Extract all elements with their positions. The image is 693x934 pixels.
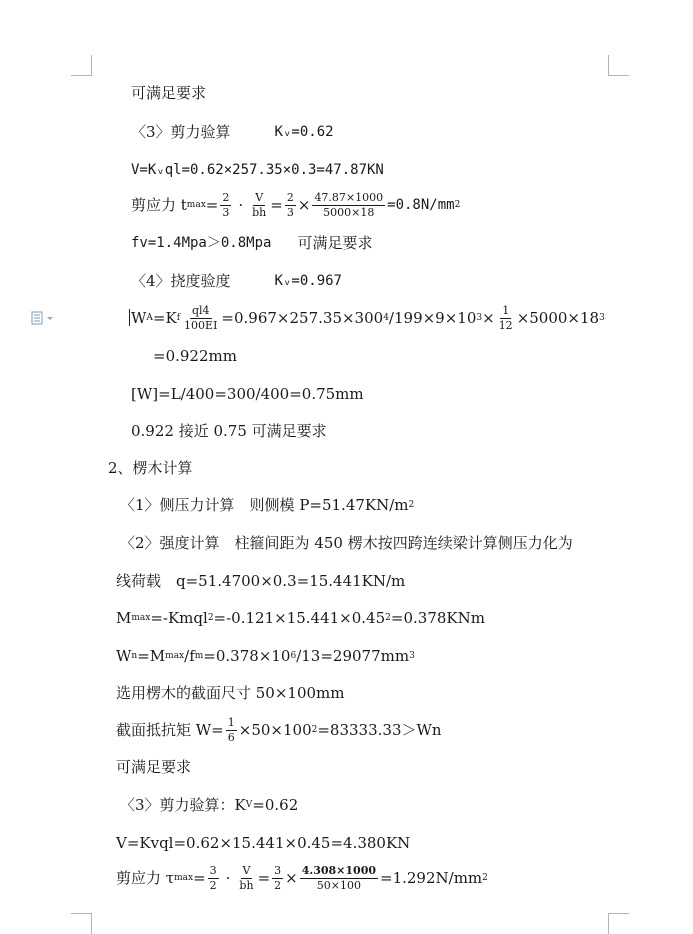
text-line bbox=[131, 83, 206, 103]
text: =0.378×10 bbox=[203, 647, 291, 665]
fraction bbox=[312, 191, 385, 220]
text: 可满足要求 bbox=[131, 84, 207, 102]
text: × bbox=[285, 869, 298, 887]
fraction bbox=[226, 716, 237, 745]
page-corner-bottom-left bbox=[71, 913, 92, 934]
text: 〈3〉剪力验算：K bbox=[120, 796, 246, 814]
text: 线荷载 q=51.4700×0.3=15.441KN/m bbox=[116, 572, 406, 590]
formula-line: 剪应力 τ max = $\frac{3}{2}$ · $\frac{V}{bh}$ = $\frac{3}{2}$ × $\frac{4.308\times 1000}{50\times 100}$ =1.292N/mm 2 bbox=[116, 863, 488, 892]
denominator: 100EI bbox=[184, 318, 218, 332]
text: 选用楞木的截面尺寸 50×100mm bbox=[116, 684, 345, 702]
numerator: ql4 bbox=[191, 303, 210, 317]
page-corner-top-left bbox=[71, 55, 92, 76]
text-line bbox=[120, 533, 573, 553]
denominator: 50×100 bbox=[316, 878, 361, 892]
text: =0.62 bbox=[252, 796, 299, 814]
formula-line: 剪应力 t max = $\frac{2}{3}$ · $\frac{V}{bh}$ = $\frac{2}{3}$ × $\frac{47.87\times 1000}{5000\times 18}$ =0.8N/mm 2 bbox=[131, 190, 461, 219]
text-cursor bbox=[129, 309, 130, 326]
text: W bbox=[116, 647, 132, 665]
fraction bbox=[300, 864, 378, 893]
text: 0.922 接近 0.75 可满足要求 bbox=[131, 422, 327, 440]
numerator: 3 bbox=[274, 863, 282, 877]
text: =0.922mm bbox=[153, 347, 237, 365]
text: 〈4〉挠度验度 bbox=[131, 272, 231, 290]
numerator: 1 bbox=[502, 303, 510, 317]
section-heading bbox=[108, 458, 193, 478]
text: =1.292N/mm bbox=[380, 869, 483, 887]
text: 可满足要求 bbox=[297, 234, 373, 252]
text: /13=29077mm bbox=[296, 647, 410, 665]
text-line bbox=[131, 421, 327, 441]
text-line bbox=[131, 160, 384, 180]
text: V=Kvql=0.62×15.441×0.45=4.380KN bbox=[116, 834, 411, 852]
text: ×50×100 bbox=[238, 721, 312, 739]
numerator: 1 bbox=[227, 715, 235, 729]
text: W bbox=[131, 309, 147, 327]
fraction bbox=[285, 191, 296, 220]
denominator: 5000×18 bbox=[323, 205, 375, 219]
text: 剪应力 t bbox=[131, 196, 187, 214]
fraction bbox=[182, 304, 219, 333]
numerator: 2 bbox=[286, 190, 294, 204]
text-line: 〈1〉侧压力计算 则侧模 P=51.47KN/m 2 bbox=[120, 496, 415, 514]
numerator: V bbox=[242, 863, 251, 877]
text-line bbox=[116, 757, 191, 777]
text: =0.8N/mm bbox=[387, 197, 455, 213]
numerator: 4.308×1000 bbox=[301, 863, 376, 877]
fraction bbox=[497, 304, 515, 333]
text: 〈1〉侧压力计算 则侧模 P=51.47KN/m bbox=[120, 496, 409, 514]
text: =83333.33＞Wn bbox=[317, 721, 442, 739]
text: × bbox=[482, 309, 495, 327]
text: 〈2〉强度计算 柱箍间距为 450 楞木按四跨连续梁计算侧压力化为 bbox=[120, 534, 573, 552]
text: 截面抵抗矩 W= bbox=[116, 721, 224, 739]
numerator: 47.87×1000 bbox=[314, 190, 384, 204]
denominator: 3 bbox=[222, 205, 230, 219]
text: =0.967×257.35×300 bbox=[221, 309, 384, 327]
text-line bbox=[116, 571, 405, 591]
paragraph-options-icon[interactable] bbox=[30, 311, 60, 325]
denominator: 2 bbox=[209, 878, 217, 892]
text-line: 〈3〉剪力验算：K V =0.62 bbox=[120, 796, 299, 814]
text: 2、楞木计算 bbox=[108, 459, 193, 477]
numerator: 2 bbox=[222, 190, 230, 204]
text: =0.378KNm bbox=[390, 609, 485, 627]
text: 〈3〉剪力验算 bbox=[131, 123, 231, 141]
formula-line: 截面抵抗矩 W= $\frac{1}{6}$ ×50×100 2 =83333.33＞Wn bbox=[116, 715, 442, 744]
denominator: bh bbox=[239, 878, 254, 892]
denominator: 12 bbox=[498, 318, 513, 332]
text: Kᵥ=0.967 bbox=[274, 273, 342, 289]
text: 可满足要求 bbox=[116, 758, 192, 776]
formula-line: W A =K f $\frac{ql4}{100EI}$ =0.967×257.35×300 4 /199×9×10 3 × $\frac{1}{12}$ ×5000×18 3 bbox=[131, 303, 605, 332]
denominator: 6 bbox=[227, 730, 235, 744]
text: =-Kmql bbox=[150, 609, 208, 627]
text: = bbox=[205, 196, 219, 214]
text: ×5000×18 bbox=[516, 309, 600, 327]
numerator: 3 bbox=[209, 863, 217, 877]
text: 剪应力 τ bbox=[116, 869, 175, 887]
text: fv=1.4Mpa＞0.8Mpa bbox=[131, 235, 272, 251]
fraction bbox=[208, 864, 219, 893]
denominator: 3 bbox=[286, 205, 294, 219]
text: =-0.121×15.441×0.45 bbox=[213, 609, 386, 627]
text: = bbox=[270, 196, 283, 214]
text-line bbox=[116, 833, 410, 853]
text: /f bbox=[184, 647, 195, 665]
text: = bbox=[257, 869, 271, 887]
fraction bbox=[250, 191, 268, 220]
text: =K bbox=[152, 309, 177, 327]
text-line bbox=[116, 683, 345, 703]
page-corner-top-right bbox=[608, 55, 629, 76]
text-line: W n =M max /f m =0.378×10 6 /13=29077mm 3 bbox=[116, 647, 415, 665]
text-line: M max =-Kmql 2 =-0.121×15.441×0.45 2 =0.378KNm bbox=[116, 609, 485, 627]
fraction bbox=[272, 864, 283, 893]
text-line bbox=[131, 271, 342, 291]
denominator: 2 bbox=[274, 878, 282, 892]
text: [W]=L/400=300/400=0.75mm bbox=[131, 385, 364, 403]
text: × bbox=[297, 196, 311, 214]
text: V=Kᵥql=0.62×257.35×0.3=47.87KN bbox=[131, 162, 384, 178]
text: = bbox=[193, 869, 206, 887]
text-line bbox=[131, 384, 364, 404]
text-line bbox=[131, 122, 334, 142]
fraction bbox=[220, 191, 231, 220]
numerator: V bbox=[255, 190, 264, 204]
text-line bbox=[131, 233, 372, 253]
text-line bbox=[153, 346, 237, 366]
text: /199×9×10 bbox=[388, 309, 477, 327]
text: Kᵥ=0.62 bbox=[274, 124, 334, 140]
denominator: bh bbox=[252, 205, 267, 219]
text: =M bbox=[137, 647, 166, 665]
text: M bbox=[116, 609, 132, 627]
page-corner-bottom-right bbox=[608, 913, 629, 934]
fraction bbox=[237, 864, 255, 893]
